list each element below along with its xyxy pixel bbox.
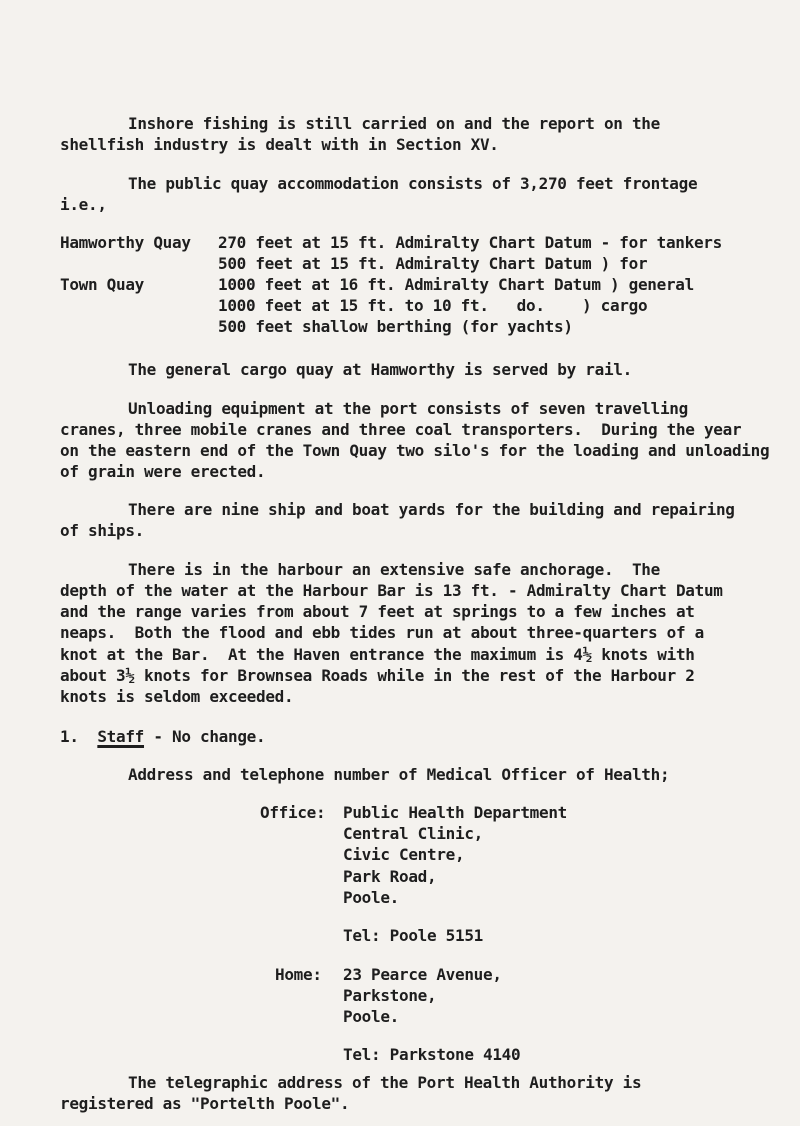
office-tel: Tel: Poole 5151	[343, 926, 483, 945]
quay-detail: 500 feet at 15 ft. Admiralty Chart Datum ) for	[218, 254, 648, 273]
office-line: Poole.	[343, 888, 399, 907]
address-intro: Address and telephone number of Medical Officer of Health;	[128, 765, 670, 784]
quay-name: Hamworthy Quay	[60, 233, 191, 252]
office-line: Civic Centre,	[343, 845, 465, 864]
home-line: 23 Pearce Avenue,	[343, 965, 502, 984]
para2-line1: The public quay accommodation consists of 3,270 feet frontage	[128, 174, 698, 193]
para5-line2: of ships.	[60, 521, 144, 540]
para5-line1: There are nine ship and boat yards for the building and repairing	[128, 500, 735, 519]
home-tel: Tel: Parkstone 4140	[343, 1045, 521, 1064]
staff-item	[60, 727, 265, 747]
para2-line2: i.e.,	[60, 195, 107, 214]
para1-line2: shellfish industry is dealt with in Section XV.	[60, 135, 499, 154]
home-line: Parkstone,	[343, 986, 437, 1005]
para6-line1: There is in the harbour an extensive safe anchorage. The	[128, 560, 660, 579]
para6-line2: depth of the water at the Harbour Bar is 13 ft. - Admiralty Chart Datum	[60, 581, 723, 600]
para4-line1: Unloading equipment at the port consists of seven travelling	[128, 399, 688, 418]
office-line: Park Road,	[343, 867, 437, 886]
office-line: Central Clinic,	[343, 824, 483, 843]
para6-line7: knots is seldom exceeded.	[60, 687, 294, 706]
closing-line2: registered as "Portelth Poole".	[60, 1094, 350, 1113]
quay-detail: 270 feet at 15 ft. Admiralty Chart Datum - for tankers	[218, 233, 722, 252]
office-label: Office:	[260, 803, 326, 822]
staff-heading: Staff	[97, 727, 145, 746]
para4-line3: on the eastern end of the Town Quay two silo's for the loading and unloading	[60, 441, 770, 460]
quay-detail: 1000 feet at 15 ft. to 10 ft. do. ) cargo	[218, 296, 648, 315]
quay-name: Town Quay	[60, 275, 144, 294]
home-line: Poole.	[343, 1007, 399, 1026]
staff-text: - No change.	[144, 727, 266, 746]
para4-line2: cranes, three mobile cranes and three coal transporters. During the year	[60, 420, 742, 439]
item-number: 1.	[60, 727, 79, 746]
home-label: Home:	[275, 965, 322, 984]
para3: The general cargo quay at Hamworthy is served by rail.	[128, 360, 632, 379]
quay-detail: 500 feet shallow berthing (for yachts)	[218, 317, 573, 336]
para6-line6: about 3½ knots for Brownsea Roads while in the rest of the Harbour 2	[60, 666, 695, 685]
para4-line4: of grain were erected.	[60, 462, 266, 481]
para6-line5: knot at the Bar. At the Haven entrance the maximum is 4½ knots with	[60, 645, 695, 664]
para1-line1: Inshore fishing is still carried on and the report on the	[128, 114, 660, 133]
closing-line1: The telegraphic address of the Port Health Authority is	[128, 1073, 642, 1092]
para6-line4: neaps. Both the flood and ebb tides run at about three-quarters of a	[60, 623, 704, 642]
quay-detail: 1000 feet at 16 ft. Admiralty Chart Datum ) general	[218, 275, 694, 294]
para6-line3: and the range varies from about 7 feet at springs to a few inches at	[60, 602, 695, 621]
office-line: Public Health Department	[343, 803, 567, 822]
